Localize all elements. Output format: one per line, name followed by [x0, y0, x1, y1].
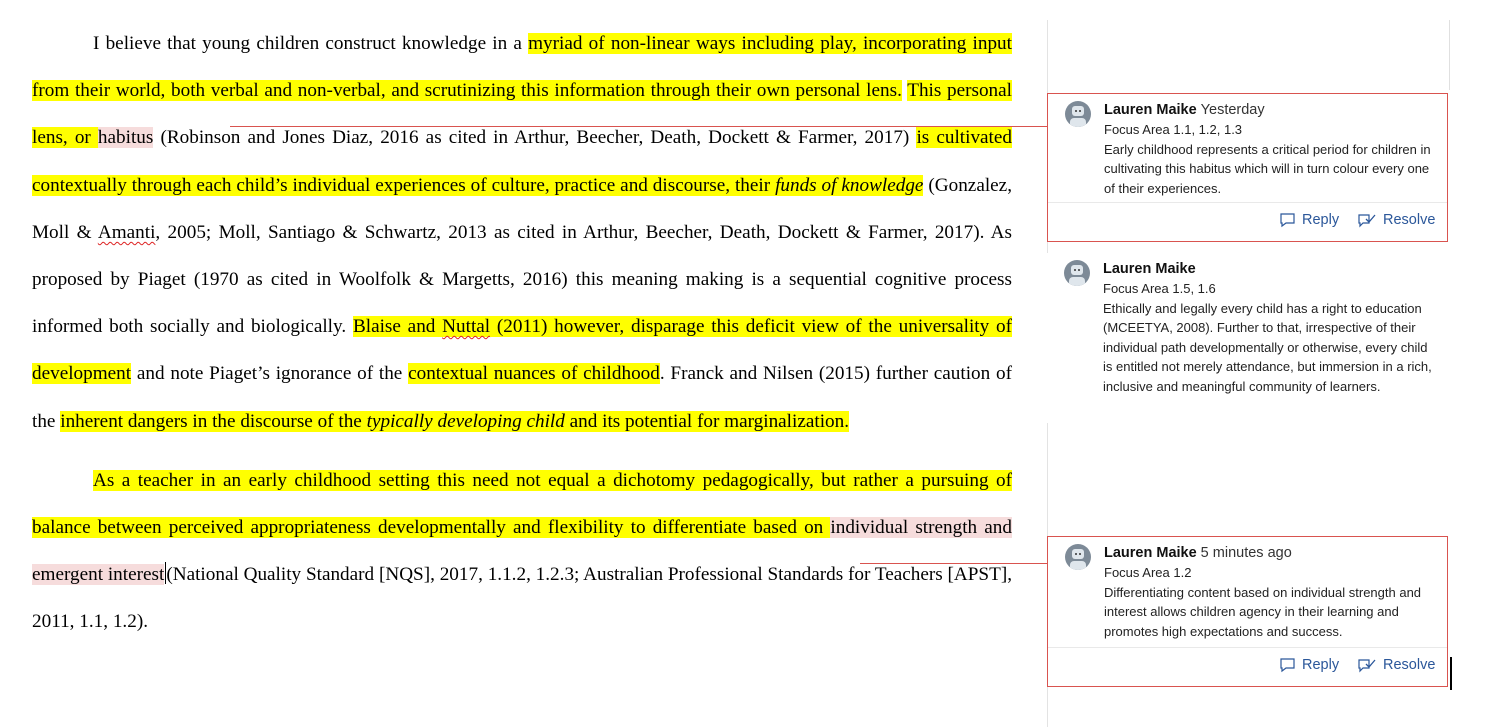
- highlighted-text: (2011) however, disparage this deficit view of the universality of development: [32, 316, 1012, 385]
- comment-card[interactable]: [1047, 93, 1448, 242]
- resolve-label: Resolve: [1383, 657, 1436, 673]
- resolve-button[interactable]: [1357, 212, 1435, 228]
- text-run: Amanti: [97, 221, 156, 243]
- reply-button[interactable]: [1278, 657, 1339, 673]
- comment-focus: Focus Area 1.2: [1104, 565, 1192, 580]
- paragraph-2[interactable]: [32, 457, 1012, 646]
- reply-label: Reply: [1302, 657, 1340, 673]
- highlighted-text: typically developing child: [366, 410, 565, 432]
- paragraph-1[interactable]: [32, 20, 1012, 445]
- resolve-icon: [1357, 212, 1377, 228]
- resolve-icon: [1357, 657, 1377, 673]
- scroll-edge-marker: [1450, 657, 1452, 690]
- reply-icon: [1278, 212, 1296, 228]
- text-run: , 2005; Moll, Santiago & Schwartz, 2013 as cited in Arthur, Beecher, Death, Dockett & Farmer, 2017). As proposed by Piaget (1970 as cited in Woolfolk & Margetts, 2016) this meaning making is a sequential cognitive process informed both socially and biologically.: [32, 221, 1012, 338]
- resolve-label: Resolve: [1383, 212, 1436, 228]
- document-body[interactable]: [32, 20, 1012, 646]
- text-run: (National Quality Standard [NQS], 2017, 1.1.2, 1.2.3; Australian Professional Standards for Teachers [APST], 2011, 1.1, 1.2).: [32, 564, 1013, 633]
- comment-actions: [1048, 647, 1447, 686]
- text-run: (Robinson and Jones Diaz, 2016 as cited in Arthur, Beecher, Death, Dockett & Farmer, 2017): [153, 127, 917, 149]
- highlighted-text: funds of knowledge: [775, 174, 924, 196]
- comment-actions: [1048, 202, 1447, 241]
- comment-anchor-line-1: [230, 126, 1047, 127]
- commented-text[interactable]: individual strength and emergent interest: [32, 517, 1012, 586]
- comment-time: 5 minutes ago: [1200, 545, 1292, 561]
- comment-card[interactable]: [1047, 536, 1448, 687]
- reply-button[interactable]: [1278, 212, 1339, 228]
- highlighted-text: As a teacher in an early childhood setting this need not equal a dichotomy pedagogically, but rather a pursuing of balance between perceived appropriateness developmentally and flexibility to differentiate based on: [32, 469, 1012, 539]
- comment-text: Ethically and legally every child has a right to education (MCEETYA, 2008). Further to that, irrespective of their individual path developmentally or otherwise, every child is entitled not merely attendance, but immersion in a rich, inclusive and meaningful community of learners.: [1103, 300, 1432, 394]
- comment-time: Yesterday: [1200, 102, 1265, 118]
- highlighted-text: This personal lens, or: [32, 80, 1012, 149]
- commented-text[interactable]: habitus: [97, 127, 154, 149]
- text-run: and note Piaget’s ignorance of the: [131, 363, 409, 385]
- comment-focus: Focus Area 1.1, 1.2, 1.3: [1104, 122, 1243, 137]
- highlighted-text: myriad of non-linear ways including play, incorporating input from their world, both verbal and non-verbal, and scrutinizing this information through their own personal lens.: [32, 33, 1012, 102]
- comment-author: Lauren Maike: [1103, 261, 1196, 277]
- comment-focus: Focus Area 1.5, 1.6: [1103, 281, 1216, 296]
- avatar: [1065, 101, 1091, 127]
- text-run: I believe that young children construct knowledge in a: [93, 33, 529, 54]
- text-run: (Gonzalez, Moll &: [32, 174, 1012, 243]
- highlighted-text: inherent dangers in the discourse of the: [60, 410, 367, 432]
- comment-card[interactable]: [1047, 253, 1448, 423]
- resolve-button[interactable]: [1357, 657, 1435, 673]
- comment-author: Lauren Maike: [1104, 545, 1197, 561]
- highlighted-text: Nuttal: [442, 316, 491, 338]
- comments-pane-edge: [1449, 20, 1450, 90]
- highlighted-text: is cultivated contextually through each child’s individual experiences of culture, practice and discourse, their: [32, 127, 1012, 196]
- reply-icon: [1278, 657, 1296, 673]
- comment-author: Lauren Maike: [1104, 102, 1197, 118]
- reply-label: Reply: [1302, 212, 1340, 228]
- highlighted-text: Blaise and: [352, 316, 443, 338]
- comment-text: Early childhood represents a critical period for children in cultivating this habitus which will in turn colour every one of their experiences.: [1104, 141, 1431, 196]
- comment-anchor-line-3: [860, 563, 1047, 564]
- comment-text: Differentiating content based on individual strength and interest allows children agency in their learning and promotes high expectations and success.: [1104, 584, 1422, 639]
- highlighted-text: and its potential for marginalization.: [564, 410, 850, 432]
- highlighted-text: contextual nuances of childhood: [408, 363, 660, 385]
- avatar: [1064, 260, 1090, 286]
- text-run: . Franck and Nilsen (2015) further caution of the: [32, 363, 1012, 432]
- avatar: [1065, 544, 1091, 570]
